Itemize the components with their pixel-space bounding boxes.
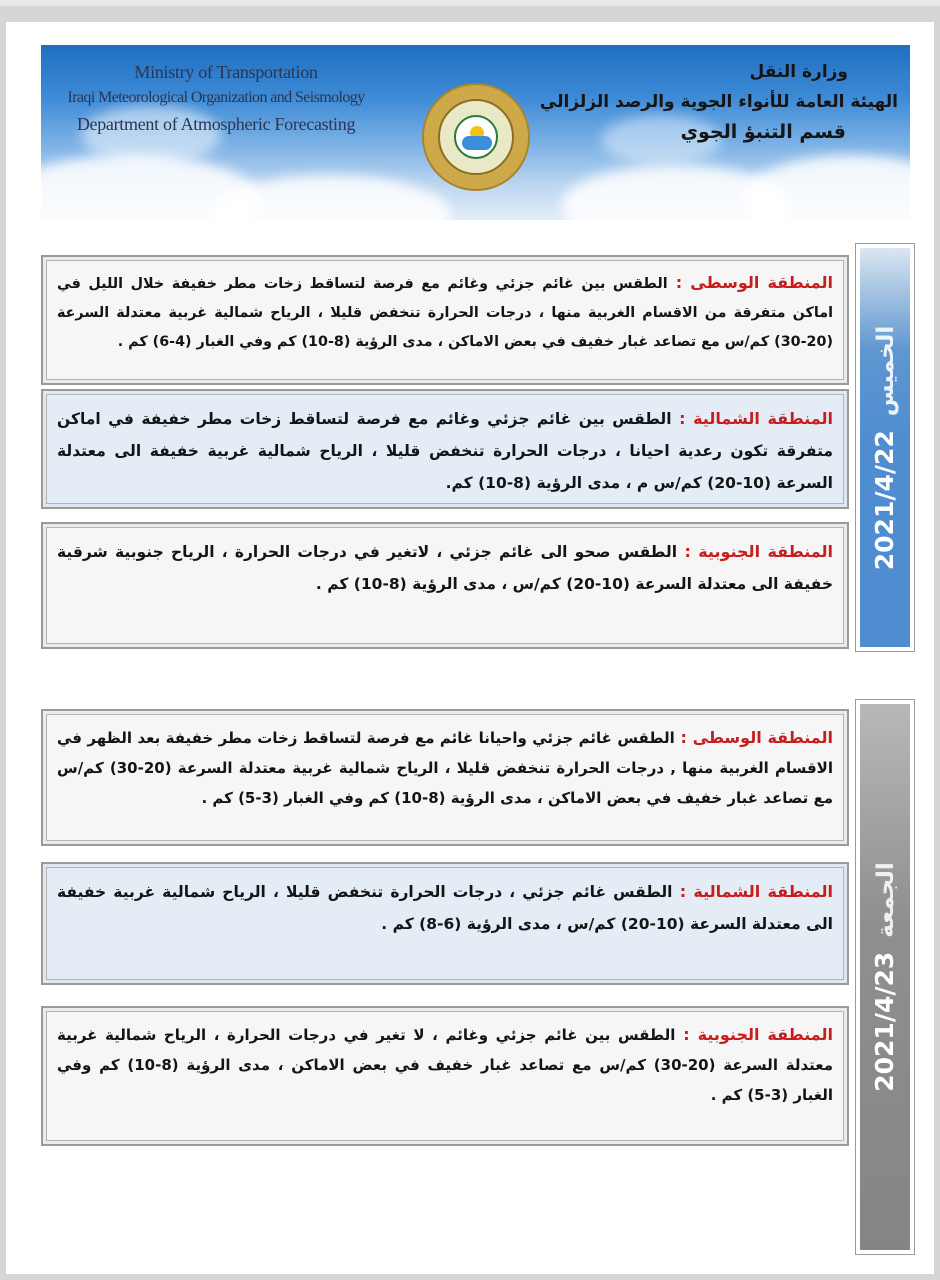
organization-name-ar: الهيئة العامة للأنواء الجوية والرصد الزلزالي xyxy=(539,92,898,112)
date-sidebar-friday xyxy=(855,699,915,1255)
region-forecast-text xyxy=(57,1020,833,1110)
region-box-central xyxy=(41,255,849,385)
forecast-date: 2021/4/22 xyxy=(870,429,899,570)
region-forecast-text xyxy=(57,403,833,499)
region-body: الطقس غائم جزئي ، درجات الحرارة تنخفض قليلا ، الرياح شمالية غربية خفيفة الى معتدلة السرعة (10-20) كم/س ، مدى الرؤية (6-8) كم . xyxy=(57,883,833,933)
region-body: الطقس بين غائم جزئي وغائم ، لا تغير في درجات الحرارة ، الرياح شمالية غربية معتدلة السرعة (20-30) كم/س مع تصاعد غبار خفيف في بعض الاماكن ، مدى الرؤية (8-10) كم وفي الغبار (3-5) كم . xyxy=(57,1026,833,1104)
region-name: المنطقة الوسطى : xyxy=(675,273,834,292)
department-name-ar: قسم التنبؤ الجوي xyxy=(680,121,846,143)
top-edge xyxy=(0,0,940,6)
region-body: الطقس بين غائم جزئي وغائم مع فرصة لتساقط زخات مطر خفيفة في اماكن متفرقة تكون رعدية احيانا ، درجات الحرارة تنخفض قليلا ، الرياح شمالية غربية خفيفة الى معتدلة السرعة (10-20) كم/س م ، مدى الرؤية (8-10) كم. xyxy=(57,410,833,492)
day-forecast-thursday xyxy=(41,243,915,652)
region-box-southern xyxy=(41,1006,849,1146)
region-body: الطقس بين غائم جزئي وغائم مع فرصة لتساقط زخات مطر خفيفة خلال الليل في اماكن متفرقة من الاقسام الغربية منها ، درجات الحرارة تنخفض قليلا ، الرياح شمالية غربية معتدلة السرعة (20-30) كم/س مع تصاعد غبار خفيف في بعض الاماكن ، مدى الرؤية (8-10) كم وفي الغبار (4-6) كم . xyxy=(57,276,833,350)
region-forecast-text xyxy=(57,723,833,813)
region-body: الطقس غائم جزئي واحيانا غائم مع فرصة لتساقط زخات مطر خفيفة بعد الظهر في الاقسام الغربية منها , درجات الحرارة تنخفض قليلا ، الرياح شمالية غربية معتدلة السرعة (20-30) كم/س مع تصاعد غبار خفيف في بعض الاماكن ، مدى الرؤية (8-10) كم وفي الغبار (3-5) كم . xyxy=(57,729,833,807)
forecast-day-name: الجمعة xyxy=(873,862,899,938)
organization-logo xyxy=(422,83,530,191)
region-name: المنطقة الشمالية : xyxy=(679,409,833,428)
region-forecast-text xyxy=(57,269,833,356)
region-forecast-text xyxy=(57,536,833,600)
day-date-label xyxy=(865,767,905,1187)
region-name: المنطقة الشمالية : xyxy=(679,882,834,901)
organization-name-en: Iraqi Meteorological Organization and Seismology xyxy=(67,89,365,106)
forecast-date: 2021/4/23 xyxy=(870,951,899,1092)
region-box-southern xyxy=(41,522,849,649)
department-name-en: Department of Atmospheric Forecasting xyxy=(76,114,356,134)
header-banner xyxy=(41,45,910,220)
region-box-northern xyxy=(41,389,849,509)
forecast-day-name: الخميس xyxy=(873,325,899,416)
region-name: المنطقة الجنوبية : xyxy=(683,1025,833,1044)
ministry-name-en: Ministry of Transportation xyxy=(134,62,318,82)
region-box-central xyxy=(41,709,849,846)
day-forecast-friday xyxy=(41,699,915,1255)
header-english xyxy=(51,59,381,137)
weather-logo-icon xyxy=(454,115,498,159)
region-name: المنطقة الوسطى : xyxy=(680,728,834,747)
header-arabic xyxy=(539,57,898,147)
ministry-name-ar: وزارة النقل xyxy=(749,62,848,82)
region-forecast-text xyxy=(57,876,833,940)
date-sidebar-thursday xyxy=(855,243,915,652)
day-date-label xyxy=(865,238,905,658)
region-name: المنطقة الجنوبية : xyxy=(684,542,833,561)
region-box-northern xyxy=(41,862,849,985)
region-body: الطقس صحو الى غائم جزئي ، لاتغير في درجات الحرارة ، الرياح جنوبية شرقية خفيفة الى معتدلة السرعة (10-20) كم/س ، مدى الرؤية (8-10) كم . xyxy=(57,543,833,593)
